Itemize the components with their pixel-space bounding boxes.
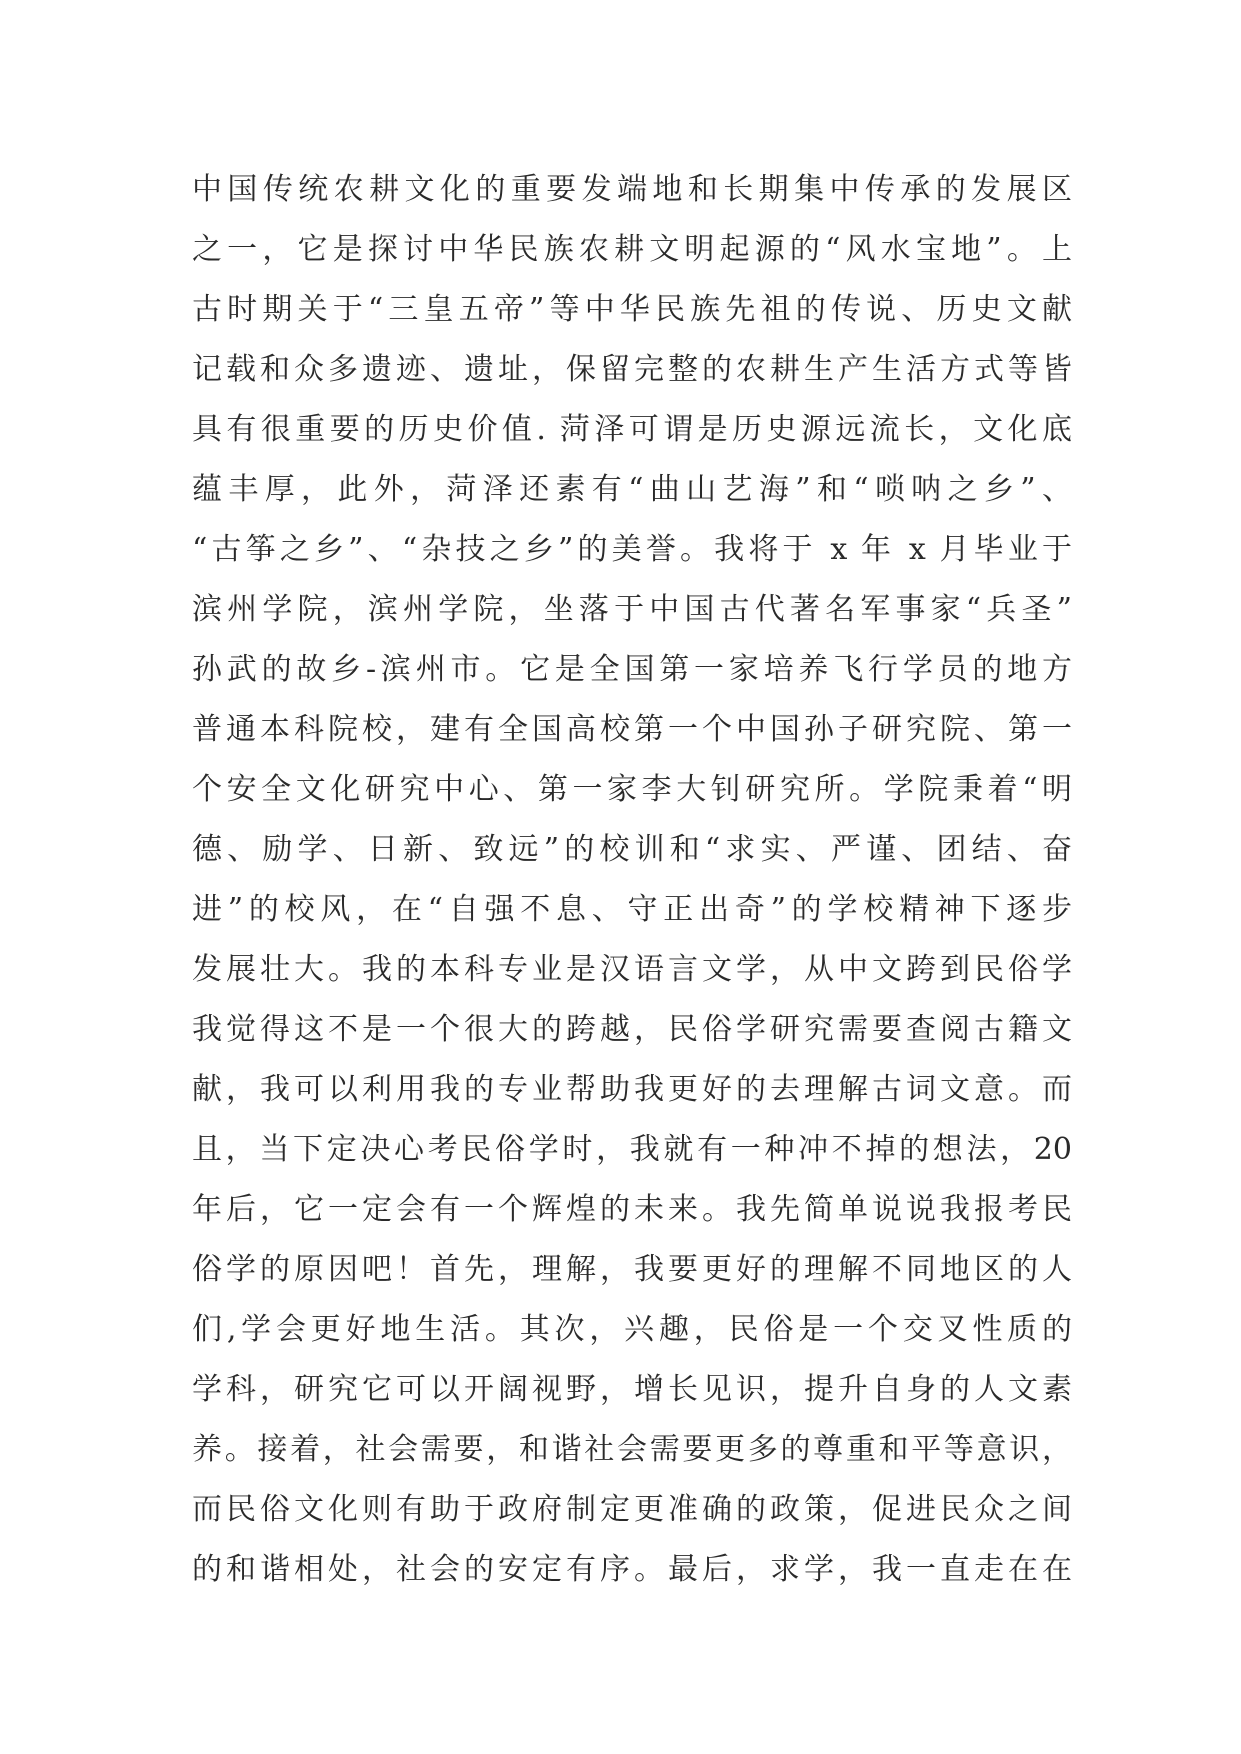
text-line: 献，我可以利用我的专业帮助我更好的去理解古词文意。而: [192, 1072, 1072, 1107]
text-line: 我觉得这不是一个很大的跨越，民俗学研究需要查阅古籍文: [192, 1012, 1072, 1047]
text-line: 且，当下定决心考民俗学时，我就有一种冲不掉的想法，20: [192, 1132, 1072, 1167]
text-line: 记载和众多遗迹、遗址，保留完整的农耕生产生活方式等皆: [192, 352, 1072, 387]
text-line: 学科，研究它可以开阔视野，增长见识，提升自身的人文素: [192, 1372, 1072, 1407]
text-line: 个安全文化研究中心、第一家李大钊研究所。学院秉着“明: [192, 772, 1072, 807]
body-text: [192, 160, 1072, 1600]
text-line: 滨州学院，滨州学院，坐落于中国古代著名军事家“兵圣”: [192, 592, 1072, 627]
text-line: 俗学的原因吧！首先，理解，我要更好的理解不同地区的人: [192, 1252, 1072, 1287]
text-line: 的和谐相处，社会的安定有序。最后，求学，我一直走在在: [192, 1552, 1072, 1587]
text-line: “古筝之乡”、“杂技之乡”的美誉。我将于 x 年 x 月毕业于: [192, 532, 1072, 567]
text-line: 具有很重要的历史价值. 菏泽可谓是历史源远流长，文化底: [192, 412, 1072, 447]
text-line: 普通本科院校，建有全国高校第一个中国孙子研究院、第一: [192, 712, 1072, 747]
text-line: 而民俗文化则有助于政府制定更准确的政策，促进民众之间: [192, 1492, 1072, 1527]
text-line: 古时期关于“三皇五帝”等中华民族先祖的传说、历史文献: [192, 292, 1072, 327]
text-line: 年后，它一定会有一个辉煌的未来。我先简单说说我报考民: [192, 1192, 1072, 1227]
text-line: 蕴丰厚，此外，菏泽还素有“曲山艺海”和“唢呐之乡”、: [192, 472, 1072, 507]
text-line: 发展壮大。我的本科专业是汉语言文学，从中文跨到民俗学: [192, 952, 1072, 987]
text-line: 德、励学、日新、致远”的校训和“求实、严谨、团结、奋: [192, 832, 1072, 867]
text-line: 进”的校风，在“自强不息、守正出奇”的学校精神下逐步: [192, 892, 1072, 927]
text-line: 之一，它是探讨中华民族农耕文明起源的“风水宝地”。上: [192, 232, 1072, 267]
text-line: 孙武的故乡-滨州市。它是全国第一家培养飞行学员的地方: [192, 652, 1072, 687]
text-line: 养。接着，社会需要，和谐社会需要更多的尊重和平等意识，: [192, 1432, 1072, 1467]
text-line: 们,学会更好地生活。其次，兴趣，民俗是一个交叉性质的: [192, 1312, 1072, 1347]
text-line: 中国传统农耕文化的重要发端地和长期集中传承的发展区: [192, 172, 1072, 207]
